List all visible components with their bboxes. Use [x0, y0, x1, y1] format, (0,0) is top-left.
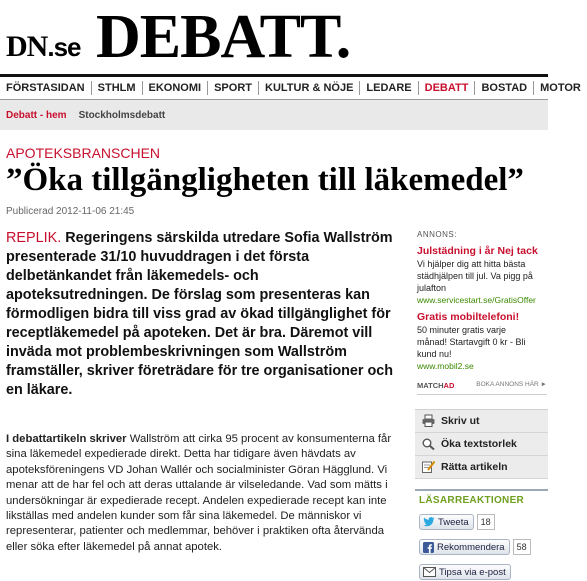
ad-text-line: 50 minuter gratis varje — [417, 325, 507, 335]
recommend-row — [419, 538, 548, 556]
printer-icon — [421, 415, 435, 427]
tweet-button[interactable] — [419, 514, 474, 530]
ad-text-line: månad! Startavgift 0 kr - Bli — [417, 337, 526, 347]
ad-text-line: julafton — [417, 283, 447, 293]
sidebar — [413, 226, 548, 581]
ad-url[interactable]: www.servicestart.se/GratisOffer — [417, 295, 536, 305]
reader-reactions — [415, 489, 548, 581]
email-tip-label: Tipsa via e-post — [439, 566, 506, 578]
matchad-bar — [417, 381, 547, 395]
nav-item-sthlm[interactable]: STHLM — [92, 81, 143, 95]
ad-headline[interactable]: Gratis mobiltelefoni! — [417, 311, 520, 323]
article-lead — [6, 229, 402, 400]
nav-item-motor[interactable]: MOTOR — [540, 82, 581, 94]
email-tip-row — [419, 563, 548, 581]
main-nav — [0, 74, 581, 100]
increase-text-size-label: Öka textstorlek — [441, 438, 517, 450]
increase-text-size-button[interactable] — [415, 433, 548, 456]
magnifier-icon — [421, 438, 435, 450]
nav-item-ekonomi[interactable]: EKONOMI — [143, 81, 209, 95]
ad-mobiltelefoni[interactable] — [417, 311, 548, 371]
ad-julstadning[interactable] — [417, 245, 548, 305]
nav-item-ledare[interactable]: LEDARE — [360, 81, 418, 95]
recommend-count: 58 — [513, 539, 531, 555]
body-text: Wallström att cirka 95 procent av konsumenterna får sina läkemedel expedierade direkt. Detta har tidigare även hävdats av apoteksföreningens VD Johan Wallér och socialminister Göran Hägglund. Vi menar att de har fel och att deras uttalande är vilseledande. Vad som mätts i undersökningar är expedierade recept. Andelen expedierade recept kan inte likställas med andelen kunder som får sina läkemedel. De människor vi representerar, patienter och medlemmar, behöver i praktiken ofta återvända eller söka efter läkemedel på annat apotek. — [6, 433, 392, 553]
published-date: Publicerad 2012-11-06 21:45 — [6, 206, 135, 217]
article-body — [6, 432, 402, 555]
dn-logo[interactable]: DN.se — [6, 30, 81, 63]
breadcrumb — [0, 100, 548, 130]
correct-article-label: Rätta artikeln — [441, 461, 508, 473]
print-label: Skriv ut — [441, 415, 480, 427]
email-tip-button[interactable] — [419, 564, 511, 580]
facebook-recommend-button[interactable] — [419, 539, 510, 555]
breadcrumb-debatt-home[interactable]: Debatt - hem — [6, 109, 67, 121]
ad-text-line: kund nu! — [417, 349, 452, 359]
body-start: I debattartikeln skriver — [6, 433, 127, 445]
correct-article-button[interactable] — [415, 456, 548, 479]
nav-item-bostad[interactable]: BOSTAD — [475, 81, 534, 95]
twitter-bird-icon — [423, 517, 435, 527]
article-kicker: APOTEKSBRANSCHEN — [6, 145, 161, 161]
tweet-row — [419, 513, 548, 531]
reactions-title: LÄSARREAKTIONER — [419, 495, 525, 506]
lead-text: Regeringens särskilda utredare Sofia Wallström presenterade 31/10 huvuddragen i det första delbetänkandet från läkemedels- och apoteksutredningen. De förslag som presenteras kan förmodligen bidra till viss grad av ökad tillgänglighet för receptläkemedel på apoteken. Det är bra. Däremot vill inväda mot problembeskrivningen som Wallström framställer, skriver företrädare för tre organisationer och en läkare. — [6, 230, 394, 398]
ad-headline[interactable]: Julstädning i år Nej tack — [417, 245, 538, 257]
facebook-icon — [423, 542, 434, 553]
replik-label: REPLIK. — [6, 230, 62, 246]
ad-text-line: städhjälpen till jul. Va pigg på — [417, 271, 533, 281]
ad-url[interactable]: www.mobil2.se — [417, 361, 474, 371]
nav-item-sport[interactable]: SPORT — [208, 81, 259, 95]
nav-item-debatt[interactable]: DEBATT — [419, 81, 476, 95]
print-button[interactable] — [415, 410, 548, 433]
tweet-count: 18 — [477, 514, 495, 530]
nav-item-kultur-noje[interactable]: KULTUR & NÖJE — [259, 81, 360, 95]
envelope-icon — [423, 567, 436, 577]
boka-annons-link[interactable]: BOKA ANNONS HÄR ► — [476, 381, 547, 388]
ad-text-line: Vi hjälper dig att hitta bästa — [417, 259, 526, 269]
matchad-logo[interactable]: MATCHAD — [417, 381, 455, 390]
nav-item-forstasidan[interactable]: FÖRSTASIDAN — [0, 81, 92, 95]
masthead — [0, 0, 548, 74]
recommend-label: Rekommendera — [437, 541, 505, 553]
debatt-logo[interactable]: DEBATT. — [96, 3, 351, 71]
edit-icon — [421, 461, 435, 473]
article-headline: ”Öka tillgängligheten till läkemedel” — [6, 162, 524, 198]
tweet-label: Tweeta — [438, 516, 469, 528]
article-tools — [415, 409, 548, 479]
breadcrumb-stockholmsdebatt[interactable]: Stockholmsdebatt — [78, 109, 166, 121]
ads-title: ANNONS: — [417, 230, 457, 239]
